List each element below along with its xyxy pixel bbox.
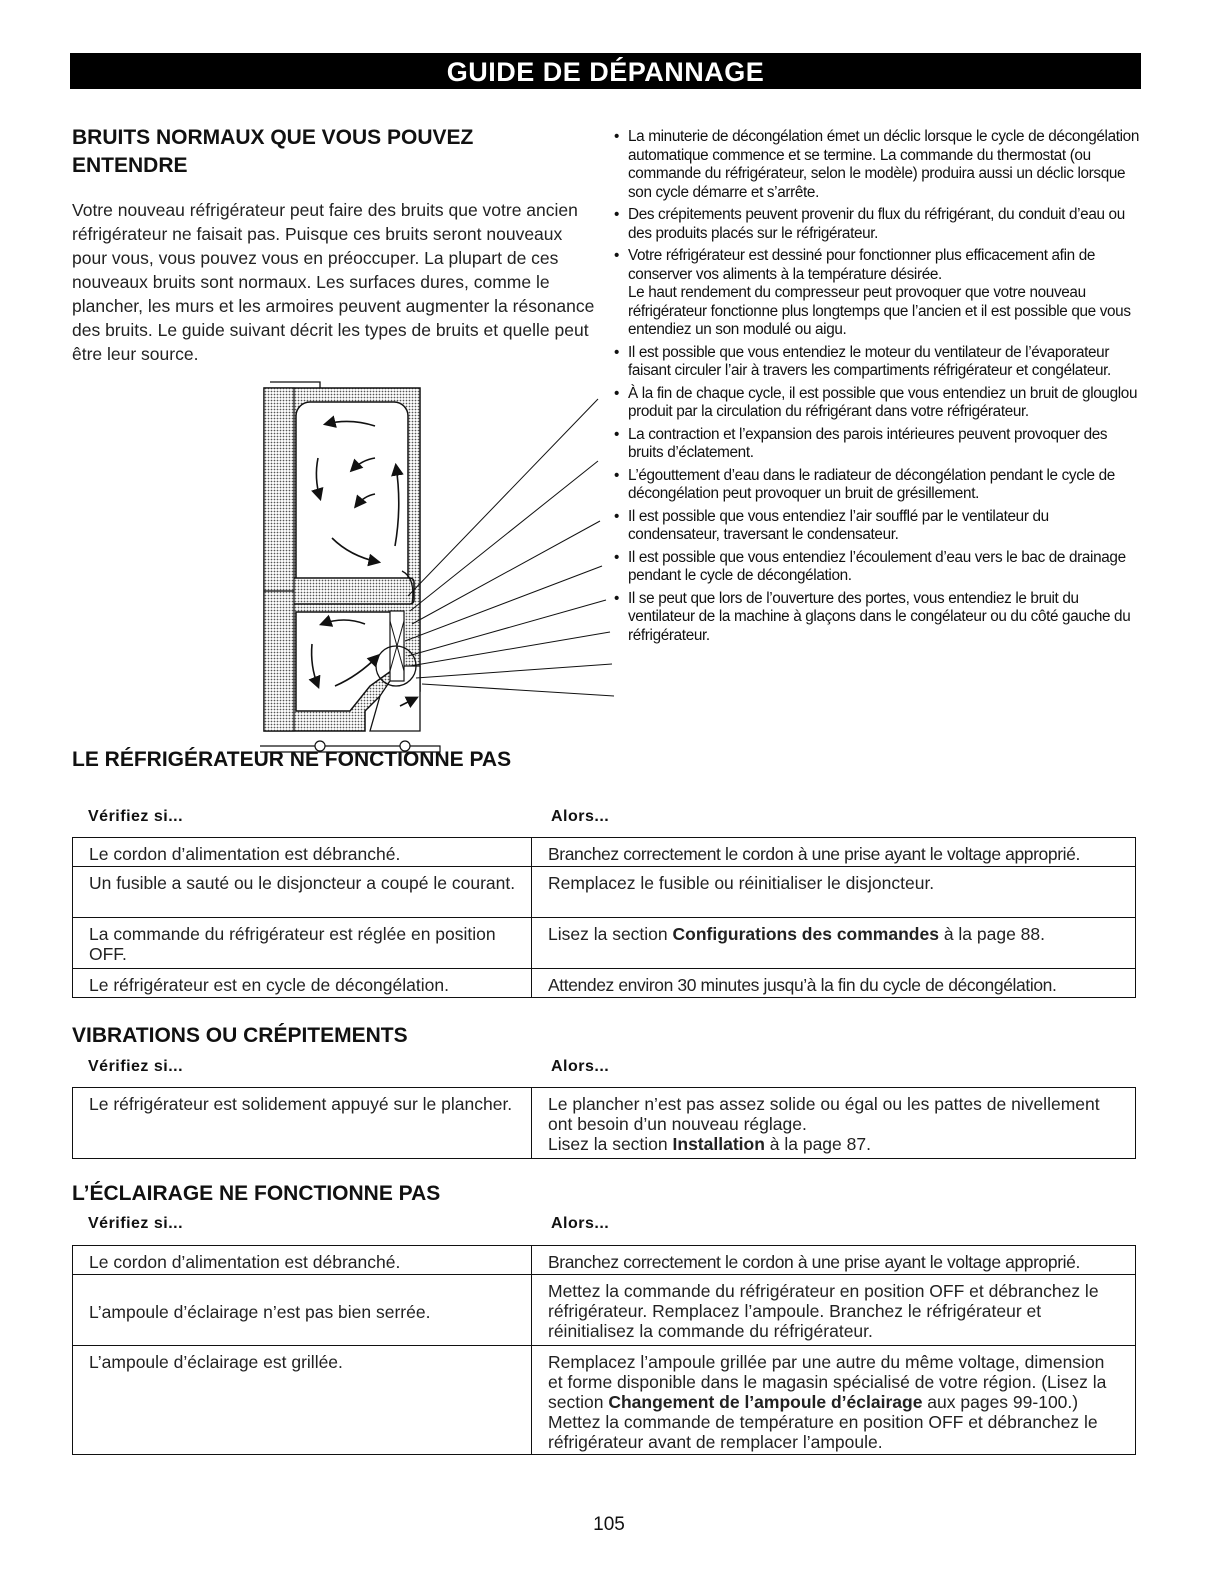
then-text: à la page 88. bbox=[938, 924, 1046, 944]
check-cell: La commande du réfrigérateur est réglée en position OFF. bbox=[73, 918, 532, 969]
then-text: Mettez la commande de température en position OFF et débranchez le réfrigérateur avant de remplacer l’ampoule. bbox=[548, 1412, 1098, 1452]
then-cell: Remplacez le fusible ou réinitialiser le disjoncteur. bbox=[532, 867, 1136, 918]
then-cell: Branchez correctement le cordon à une prise ayant le voltage approprié. bbox=[532, 838, 1136, 867]
noises-intro: Votre nouveau réfrigérateur peut faire des bruits que votre ancien réfrigérateur ne faisait pas. Puisque ces bruits seront nouveaux pour vous, vous pouvez vous en préoccuper. La plupart de ces nouveaux bruits sont normaux. Les surfaces dures, comme le plancher, les murs et les armoires peuvent augmenter la résonance des bruits. Le guide suivant décrit les types de bruits et quelle peut être leur source. bbox=[72, 200, 595, 364]
noise-bullet: • Des crépitements peuvent provenir du flux du réfrigérant, du conduit d’eau ou des produits placés sur le réfrigérateur. bbox=[614, 206, 1144, 243]
noise-bullet: • Il est possible que vous entendiez l’air soufflé par le ventilateur du condensateur, traversant le condensateur. bbox=[614, 508, 1144, 545]
then-text: aux pages 99-100.) bbox=[922, 1392, 1079, 1412]
then-cell bbox=[532, 1088, 1136, 1159]
check-cell: Le réfrigérateur est solidement appuyé sur le plancher. bbox=[73, 1088, 532, 1159]
check-column-header: Vérifiez si... bbox=[88, 1058, 184, 1075]
troubleshoot-table bbox=[72, 837, 1136, 998]
then-cell bbox=[532, 918, 1136, 969]
then-text: à la page 87. bbox=[764, 1134, 871, 1154]
check-cell: L’ampoule d’éclairage est grillée. bbox=[73, 1346, 532, 1455]
table-row bbox=[73, 1275, 1136, 1346]
then-reference: Changement de l’ampoule d’éclairage bbox=[608, 1392, 923, 1412]
page-number: 105 bbox=[593, 1514, 625, 1535]
then-cell: Attendez environ 30 minutes jusqu’à la fin du cycle de décongélation. bbox=[532, 969, 1136, 998]
check-column-header: Vérifiez si... bbox=[88, 1215, 184, 1232]
noise-bullet: • Il est possible que vous entendiez le moteur du ventilateur de l’évaporateur faisant circuler l’air à travers les compartiments réfrigérateur et congélateur. bbox=[614, 344, 1144, 381]
then-cell bbox=[532, 1346, 1136, 1455]
then-reference: Configurations des commandes bbox=[672, 924, 939, 944]
then-text: Lisez la section bbox=[548, 924, 673, 944]
then-cell: Branchez correctement le cordon à une prise ayant le voltage approprié. bbox=[532, 1246, 1136, 1275]
then-cell: Mettez la commande du réfrigérateur en position OFF et débranchez le réfrigérateur. Remplacez l’ampoule. Branchez le réfrigérateur et réinitialisez la commande du réfrigérateur. bbox=[532, 1275, 1136, 1346]
refrigerator-diagram bbox=[240, 366, 620, 766]
then-column-header: Alors... bbox=[551, 1058, 610, 1075]
troubleshoot-table bbox=[72, 1087, 1136, 1159]
table-row bbox=[73, 918, 1136, 969]
noise-bullet: • La contraction et l’expansion des parois intérieures peuvent provoquer des bruits d’éclatement. bbox=[614, 426, 1144, 463]
then-column-header: Alors... bbox=[551, 1215, 610, 1232]
page-title: GUIDE DE DÉPANNAGE bbox=[70, 53, 1141, 89]
table-row bbox=[73, 1088, 1136, 1159]
table-row bbox=[73, 1346, 1136, 1455]
section-title: VIBRATIONS OU CRÉPITEMENTS bbox=[72, 1024, 408, 1047]
then-text: Lisez la section bbox=[548, 1134, 673, 1154]
noises-heading: BRUITS NORMAUX QUE VOUS POUVEZ ENTENDRE bbox=[72, 126, 474, 177]
noise-bullet: • Votre réfrigérateur est dessiné pour fonctionner plus efficacement afin de conserver vos aliments à la température désirée. bbox=[614, 247, 1144, 284]
check-cell: Le cordon d’alimentation est débranché. bbox=[73, 1246, 532, 1275]
then-column-header: Alors... bbox=[551, 808, 610, 825]
section-title: LE RÉFRIGÉRATEUR NE FONCTIONNE PAS bbox=[72, 748, 512, 771]
check-cell: Un fusible a sauté ou le disjoncteur a coupé le courant. bbox=[73, 867, 532, 918]
check-cell: Le réfrigérateur est en cycle de décongélation. bbox=[73, 969, 532, 998]
check-cell: Le cordon d’alimentation est débranché. bbox=[73, 838, 532, 867]
noise-bullet: • À la fin de chaque cycle, il est possible que vous entendiez un bruit de glouglou produit par la circulation du réfrigérant dans votre réfrigérateur. bbox=[614, 385, 1144, 422]
check-column-header: Vérifiez si... bbox=[88, 808, 184, 825]
table-row bbox=[73, 867, 1136, 918]
troubleshoot-table bbox=[72, 1245, 1136, 1455]
noise-bullet-list bbox=[614, 128, 1144, 649]
noise-bullet-continuation: Le haut rendement du compresseur peut provoquer que votre nouveau réfrigérateur fonctionne plus longtemps que l’ancien et il est possible que vous entendiez un son modulé ou aigu. bbox=[628, 284, 1131, 338]
then-text: Remplacez l’ampoule grillée par une autre du même voltage, dimension et forme disponible dans le magasin spécialisé de votre région. (Lisez la section bbox=[548, 1352, 1107, 1412]
table-row bbox=[73, 838, 1136, 867]
noise-bullet: • La minuterie de décongélation émet un déclic lorsque le cycle de décongélation automatique commence et se termine. La commande du thermostat (ou commande du réfrigérateur, selon le modèle) produira aussi un déclic lorsque son cycle démarre et s’arrête. bbox=[614, 128, 1144, 202]
noise-bullet: • Il est possible que vous entendiez l’écoulement d’eau vers le bac de drainage pendant le cycle de décongélation. bbox=[614, 549, 1144, 586]
noise-bullet: • L’égouttement d’eau dans le radiateur de décongélation pendant le cycle de décongélation peut provoquer un bruit de grésillement. bbox=[614, 467, 1144, 504]
table-row bbox=[73, 1246, 1136, 1275]
then-reference: Installation bbox=[672, 1134, 765, 1154]
noise-bullet: • Il se peut que lors de l’ouverture des portes, vous entendiez le bruit du ventilateur de la machine à glaçons dans le congélateur ou du côté gauche du réfrigérateur. bbox=[614, 590, 1144, 646]
table-row bbox=[73, 969, 1136, 998]
then-text: Le plancher n’est pas assez solide ou égal ou les pattes de nivellement ont besoin d’un nouveau réglage. bbox=[548, 1094, 1100, 1134]
check-cell: L’ampoule d’éclairage n’est pas bien serrée. bbox=[73, 1275, 532, 1346]
section-title: L’ÉCLAIRAGE NE FONCTIONNE PAS bbox=[72, 1182, 441, 1205]
